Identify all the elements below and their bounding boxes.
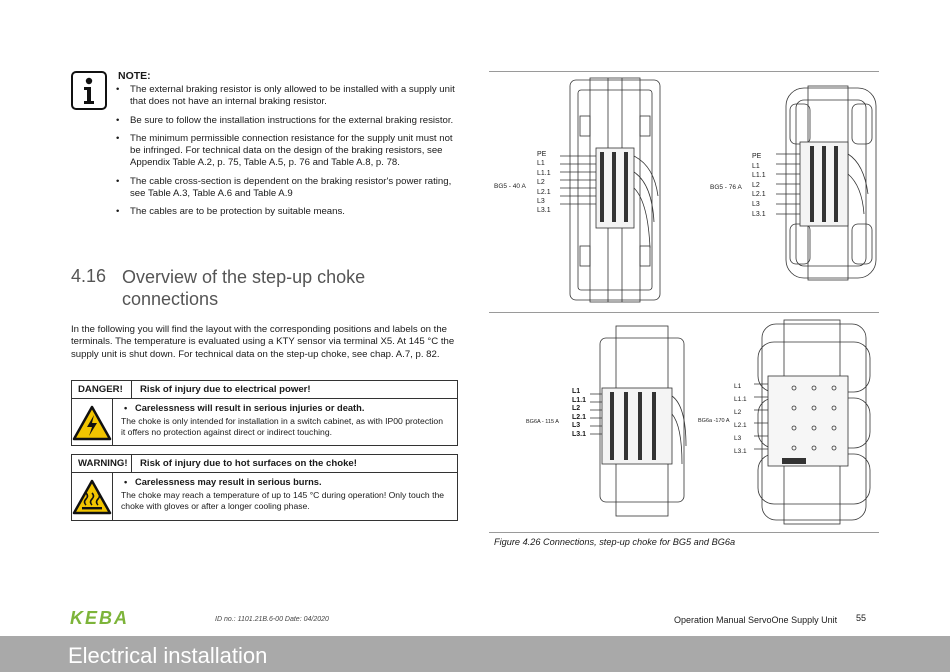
note-item: • The cable cross-section is dependent on the braking resistor's power rating, see Table A.3, Table A.6 and Table A.9 bbox=[116, 176, 461, 201]
diagram-model-label: BG6a -170 A bbox=[698, 418, 730, 424]
choke-diagram-bg6a-115a bbox=[520, 322, 695, 522]
terminal-label: L3 bbox=[752, 200, 760, 208]
choke-drawing bbox=[768, 84, 880, 282]
terminal-label: L2.1 bbox=[734, 422, 747, 429]
terminal-label: L3 bbox=[572, 422, 581, 430]
terminal-label: L1 bbox=[752, 162, 760, 170]
electrical-hazard-icon bbox=[72, 399, 113, 446]
terminal-labels bbox=[572, 388, 586, 440]
diagram-model-label: BG6A - 115 A bbox=[526, 419, 559, 425]
warning-table bbox=[71, 454, 458, 521]
choke-drawing bbox=[590, 322, 694, 520]
danger-title: Risk of injury due to electrical power! bbox=[140, 384, 311, 395]
note-list bbox=[116, 84, 461, 225]
diagram-model-label: BG5 - 40 A bbox=[494, 183, 526, 190]
terminal-labels bbox=[537, 150, 551, 216]
terminal-label: L2 bbox=[572, 405, 581, 413]
terminal-label: L1.1 bbox=[752, 172, 766, 180]
choke-diagram-bg5-76a bbox=[706, 84, 881, 284]
danger-text: The choke is only intended for installation in a switch cabinet, as with IP00 protection it offers no protection against direct or indirect touching. bbox=[121, 415, 443, 437]
manual-title: Operation Manual ServoOne Supply Unit bbox=[674, 615, 838, 625]
warning-keyword: WARNING! bbox=[72, 455, 132, 472]
terminal-label: PE bbox=[752, 153, 762, 160]
document-id: ID no.: 1101.21B.6-00 Date: 04/2020 bbox=[215, 616, 329, 623]
figure-caption: Figure 4.26 Connections, step-up choke for BG5 and BG6a bbox=[494, 537, 736, 547]
terminal-label: L2 bbox=[537, 179, 545, 187]
terminal-label: L3.1 bbox=[752, 210, 766, 218]
terminal-label: L2.1 bbox=[752, 191, 766, 199]
choke-diagram-bg5-40a bbox=[490, 76, 680, 306]
terminal-label: L2.1 bbox=[537, 188, 551, 196]
terminal-label: L1.1 bbox=[537, 169, 551, 177]
terminal-label: L2 bbox=[734, 409, 742, 416]
chapter-title: Electrical installation bbox=[68, 643, 268, 668]
section-number: 4.16 bbox=[71, 266, 107, 286]
note-heading: NOTE: bbox=[118, 70, 151, 82]
terminal-label: L1.1 bbox=[734, 396, 747, 403]
hot-surface-icon bbox=[72, 473, 113, 521]
intro-paragraph: In the following you will find the layout with the corresponding positions and labels on the terminals. The temperature is evaluated using a KTY sensor via terminal X5. At 145 °C the supply unit is shut down. For technical data on the step-up choke, see chap. A.7, p. 82. bbox=[71, 324, 455, 360]
choke-drawing bbox=[550, 76, 680, 304]
figure-top-rule bbox=[489, 71, 879, 72]
section-title: Overview of the step-up choke connections bbox=[122, 267, 366, 309]
terminal-label: L1 bbox=[537, 160, 545, 168]
terminal-label: L3.1 bbox=[537, 207, 551, 215]
terminal-label: L2.1 bbox=[572, 413, 587, 421]
terminal-label: L1 bbox=[734, 383, 742, 390]
terminal-label: L3 bbox=[734, 435, 742, 442]
note-item: • The minimum permissible connection resistance for the supply unit must not be infringed. For technical data on the design of the braking resistors, see Appendix Table A.2, p. 75, Table A.5, p. 76 and Table A.8, p. 78. bbox=[116, 133, 461, 170]
warning-text: The choke may reach a temperature of up to 145 °C during operation! Only touch the choke with gloves or after a longer cooling phase. bbox=[121, 489, 445, 511]
figure-bottom-rule bbox=[489, 532, 879, 533]
note-item: • The external braking resistor is only allowed to be installed with a supply unit that does not have an internal braking resistor. bbox=[116, 84, 461, 109]
terminal-label: L1 bbox=[572, 388, 581, 395]
danger-table bbox=[71, 380, 458, 446]
choke-drawing bbox=[754, 318, 879, 526]
terminal-label: L2 bbox=[752, 181, 760, 189]
choke-diagram-bg6a-170a bbox=[694, 318, 879, 528]
diagram-model-label: BG5 - 76 A bbox=[710, 184, 742, 191]
warning-title: Risk of injury due to hot surfaces on the choke! bbox=[140, 458, 357, 469]
warning-bullet: • Carelessness may result in serious burns. bbox=[121, 477, 449, 489]
terminal-label: L3.1 bbox=[572, 430, 587, 438]
danger-bullet: • Carelessness will result in serious injuries or death. bbox=[121, 403, 449, 415]
page-number: 55 bbox=[856, 613, 867, 623]
terminal-label: PE bbox=[537, 151, 547, 158]
figure-middle-rule bbox=[489, 312, 879, 313]
terminal-label: L3 bbox=[537, 198, 545, 206]
terminal-labels bbox=[734, 380, 747, 458]
danger-keyword: DANGER! bbox=[72, 381, 132, 398]
terminal-labels bbox=[752, 152, 766, 219]
note-item: • The cables are to be protection by suitable means. bbox=[116, 206, 461, 218]
terminal-label: L1.1 bbox=[572, 396, 587, 404]
info-icon bbox=[71, 71, 107, 110]
terminal-label: L3.1 bbox=[734, 448, 747, 455]
note-item: • Be sure to follow the installation instructions for the external braking resistor. bbox=[116, 115, 461, 127]
keba-logo: KEBA bbox=[70, 608, 130, 628]
